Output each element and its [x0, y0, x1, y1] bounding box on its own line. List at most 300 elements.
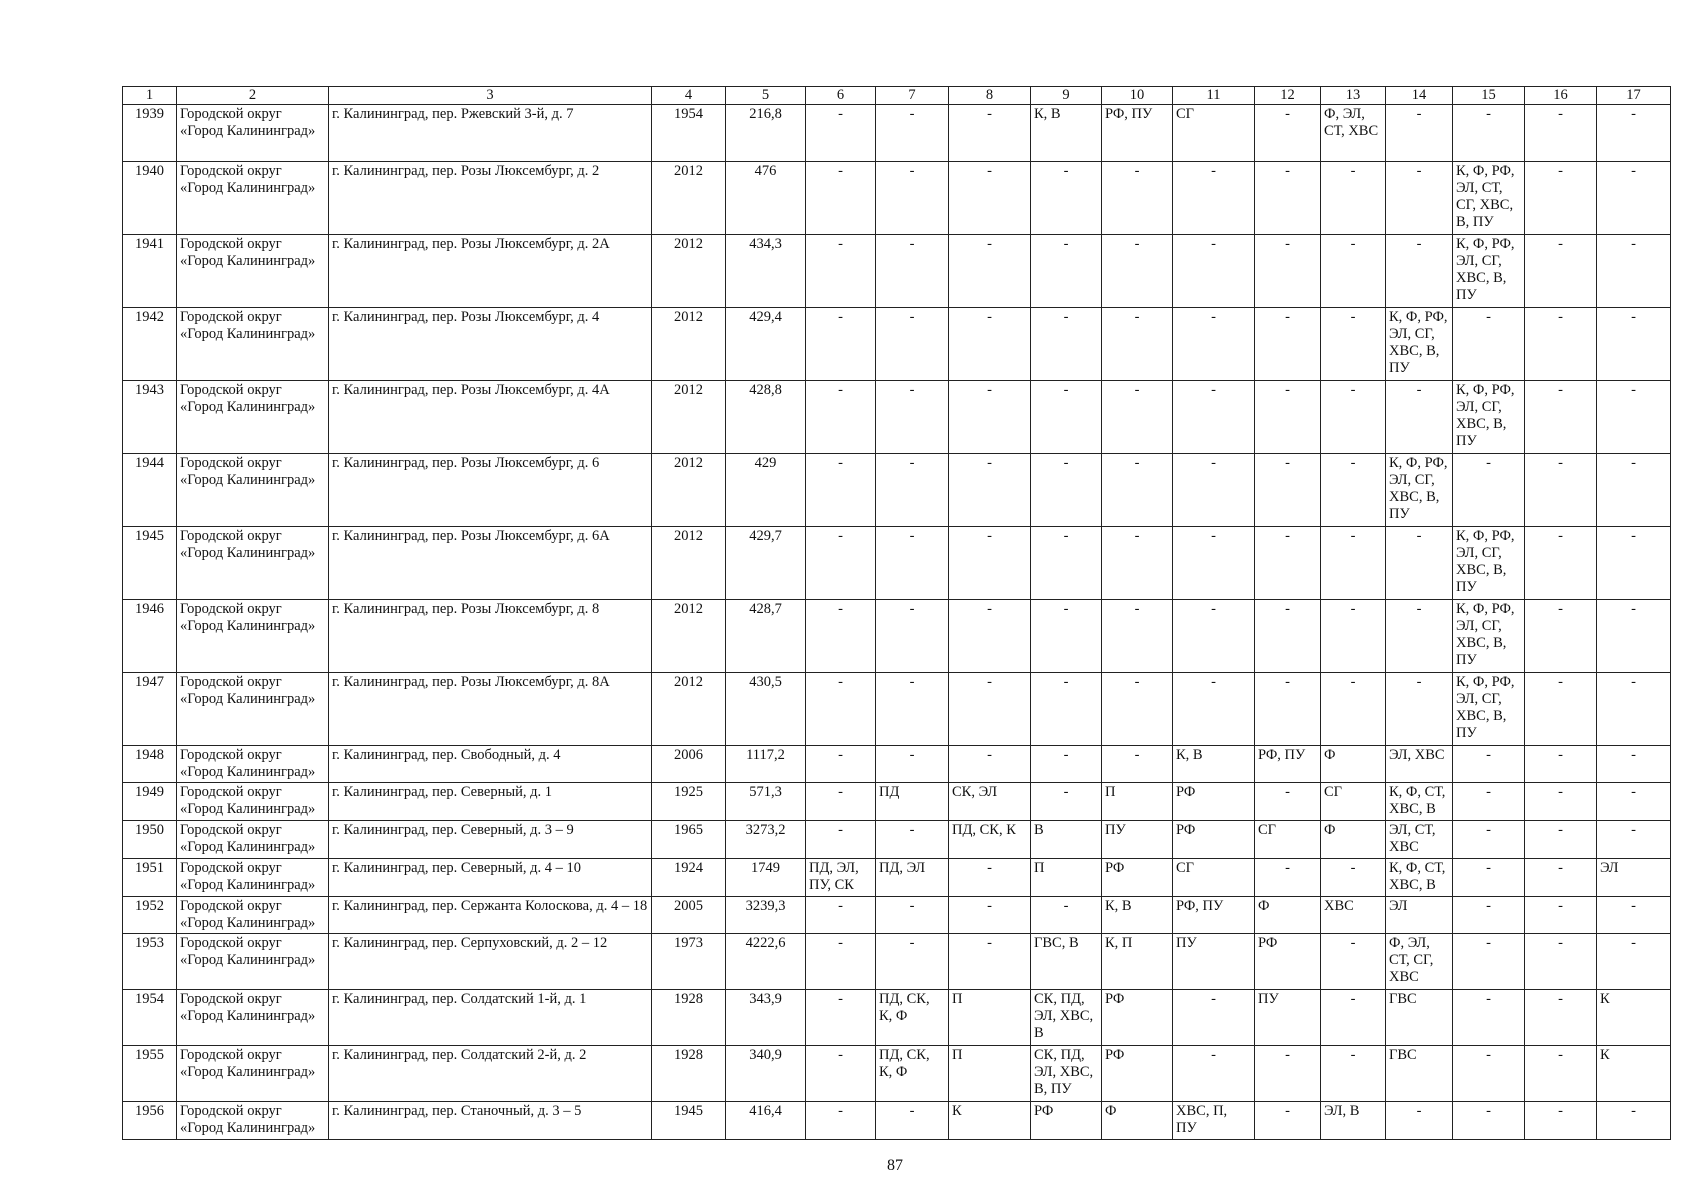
header-row — [123, 87, 1671, 105]
cell-col-11: ПУ — [1173, 934, 1255, 990]
cell-col-3: г. Калининград, пер. Розы Люксембург, д. 2А — [329, 235, 652, 308]
cell-col-10: - — [1102, 600, 1173, 673]
cell-col-16: - — [1525, 990, 1597, 1046]
cell-col-2: Городской округ «Город Калининград» — [177, 1102, 329, 1140]
cell-col-8: ПД, СК, К — [949, 821, 1031, 859]
cell-col-10: РФ — [1102, 990, 1173, 1046]
cell-col-1: 1947 — [123, 673, 177, 746]
cell-col-1: 1953 — [123, 934, 177, 990]
cell-col-6: - — [806, 783, 876, 821]
cell-col-17: - — [1597, 381, 1671, 454]
cell-col-7: - — [876, 527, 949, 600]
cell-col-9: П — [1031, 859, 1102, 897]
cell-col-13: СГ — [1321, 783, 1386, 821]
cell-col-3: г. Калининград, пер. Розы Люксембург, д. 2 — [329, 162, 652, 235]
cell-col-4: 2012 — [652, 600, 726, 673]
cell-col-9: К, В — [1031, 105, 1102, 162]
cell-col-17: - — [1597, 821, 1671, 859]
cell-col-3: г. Калининград, пер. Станочный, д. 3 – 5 — [329, 1102, 652, 1140]
table-row — [123, 527, 1671, 600]
table-row — [123, 673, 1671, 746]
cell-col-1: 1940 — [123, 162, 177, 235]
cell-col-11: - — [1173, 673, 1255, 746]
cell-col-15: К, Ф, РФ, ЭЛ, СГ, ХВС, В, ПУ — [1453, 235, 1525, 308]
cell-col-3: г. Калининград, пер. Северный, д. 3 – 9 — [329, 821, 652, 859]
cell-col-7: - — [876, 454, 949, 527]
cell-col-2: Городской округ «Город Калининград» — [177, 990, 329, 1046]
cell-col-5: 429,7 — [726, 527, 806, 600]
cell-col-14: ЭЛ, ХВС — [1386, 746, 1453, 783]
cell-col-12: - — [1255, 673, 1321, 746]
cell-col-3: г. Калининград, пер. Свободный, д. 4 — [329, 746, 652, 783]
column-header-10: 10 — [1102, 87, 1173, 105]
column-header-14: 14 — [1386, 87, 1453, 105]
cell-col-4: 1945 — [652, 1102, 726, 1140]
cell-col-10: РФ — [1102, 1046, 1173, 1102]
cell-col-7: - — [876, 105, 949, 162]
cell-col-2: Городской округ «Город Калининград» — [177, 235, 329, 308]
cell-col-14: К, Ф, СТ, ХВС, В — [1386, 859, 1453, 897]
cell-col-2: Городской округ «Город Калининград» — [177, 746, 329, 783]
cell-col-6: - — [806, 673, 876, 746]
cell-col-3: г. Калининград, пер. Розы Люксембург, д. 6 — [329, 454, 652, 527]
cell-col-8: - — [949, 897, 1031, 934]
column-header-16: 16 — [1525, 87, 1597, 105]
cell-col-10: Ф — [1102, 1102, 1173, 1140]
cell-col-7: ПД, ЭЛ — [876, 859, 949, 897]
column-header-13: 13 — [1321, 87, 1386, 105]
cell-col-17: - — [1597, 527, 1671, 600]
cell-col-10: - — [1102, 235, 1173, 308]
cell-col-5: 3239,3 — [726, 897, 806, 934]
cell-col-3: г. Калининград, пер. Солдатский 2-й, д. 2 — [329, 1046, 652, 1102]
cell-col-1: 1950 — [123, 821, 177, 859]
cell-col-13: - — [1321, 235, 1386, 308]
cell-col-14: - — [1386, 527, 1453, 600]
column-header-5: 5 — [726, 87, 806, 105]
cell-col-10: - — [1102, 381, 1173, 454]
cell-col-7: - — [876, 821, 949, 859]
cell-col-7: ПД, СК, К, Ф — [876, 990, 949, 1046]
cell-col-7: ПД — [876, 783, 949, 821]
cell-col-1: 1945 — [123, 527, 177, 600]
cell-col-12: СГ — [1255, 821, 1321, 859]
cell-col-1: 1946 — [123, 600, 177, 673]
column-header-3: 3 — [329, 87, 652, 105]
cell-col-11: - — [1173, 454, 1255, 527]
cell-col-17: - — [1597, 600, 1671, 673]
cell-col-2: Городской округ «Город Калининград» — [177, 897, 329, 934]
cell-col-16: - — [1525, 235, 1597, 308]
cell-col-7: - — [876, 746, 949, 783]
cell-col-15: К, Ф, РФ, ЭЛ, СГ, ХВС, В, ПУ — [1453, 527, 1525, 600]
cell-col-3: г. Калининград, пер. Солдатский 1-й, д. 1 — [329, 990, 652, 1046]
cell-col-5: 434,3 — [726, 235, 806, 308]
cell-col-6: - — [806, 454, 876, 527]
cell-col-2: Городской округ «Город Калининград» — [177, 821, 329, 859]
cell-col-2: Городской округ «Город Калининград» — [177, 859, 329, 897]
cell-col-13: ХВС — [1321, 897, 1386, 934]
cell-col-15: - — [1453, 308, 1525, 381]
cell-col-16: - — [1525, 859, 1597, 897]
cell-col-14: ЭЛ — [1386, 897, 1453, 934]
cell-col-10: - — [1102, 746, 1173, 783]
cell-col-12: - — [1255, 859, 1321, 897]
cell-col-3: г. Калининград, пер. Сержанта Колоскова, д. 4 – 18 — [329, 897, 652, 934]
cell-col-8: - — [949, 746, 1031, 783]
cell-col-15: - — [1453, 934, 1525, 990]
cell-col-4: 2012 — [652, 308, 726, 381]
cell-col-13: Ф, ЭЛ, СТ, ХВС — [1321, 105, 1386, 162]
cell-col-16: - — [1525, 1046, 1597, 1102]
cell-col-10: П — [1102, 783, 1173, 821]
cell-col-4: 1928 — [652, 1046, 726, 1102]
cell-col-7: - — [876, 600, 949, 673]
cell-col-13: - — [1321, 454, 1386, 527]
cell-col-13: - — [1321, 859, 1386, 897]
cell-col-5: 429,4 — [726, 308, 806, 381]
cell-col-12: - — [1255, 454, 1321, 527]
cell-col-11: - — [1173, 990, 1255, 1046]
cell-col-9: - — [1031, 746, 1102, 783]
cell-col-4: 1954 — [652, 105, 726, 162]
cell-col-11: СГ — [1173, 105, 1255, 162]
cell-col-5: 216,8 — [726, 105, 806, 162]
cell-col-6: - — [806, 934, 876, 990]
cell-col-10: - — [1102, 527, 1173, 600]
cell-col-9: - — [1031, 308, 1102, 381]
cell-col-1: 1951 — [123, 859, 177, 897]
cell-col-5: 430,5 — [726, 673, 806, 746]
cell-col-5: 476 — [726, 162, 806, 235]
cell-col-10: РФ, ПУ — [1102, 105, 1173, 162]
cell-col-15: - — [1453, 859, 1525, 897]
cell-col-15: - — [1453, 783, 1525, 821]
cell-col-3: г. Калининград, пер. Северный, д. 1 — [329, 783, 652, 821]
cell-col-15: - — [1453, 1046, 1525, 1102]
cell-col-16: - — [1525, 1102, 1597, 1140]
cell-col-8: - — [949, 381, 1031, 454]
cell-col-4: 2006 — [652, 746, 726, 783]
cell-col-5: 1749 — [726, 859, 806, 897]
cell-col-15: К, Ф, РФ, ЭЛ, СГ, ХВС, В, ПУ — [1453, 673, 1525, 746]
cell-col-10: ПУ — [1102, 821, 1173, 859]
cell-col-17: - — [1597, 897, 1671, 934]
cell-col-5: 1117,2 — [726, 746, 806, 783]
cell-col-9: - — [1031, 897, 1102, 934]
cell-col-4: 2012 — [652, 454, 726, 527]
cell-col-7: - — [876, 897, 949, 934]
cell-col-1: 1941 — [123, 235, 177, 308]
cell-col-17: - — [1597, 783, 1671, 821]
table-row — [123, 454, 1671, 527]
cell-col-4: 2012 — [652, 381, 726, 454]
cell-col-11: - — [1173, 1046, 1255, 1102]
cell-col-6: - — [806, 381, 876, 454]
cell-col-9: - — [1031, 673, 1102, 746]
cell-col-14: ЭЛ, СТ, ХВС — [1386, 821, 1453, 859]
cell-col-4: 1973 — [652, 934, 726, 990]
cell-col-8: - — [949, 859, 1031, 897]
cell-col-14: - — [1386, 600, 1453, 673]
cell-col-11: К, В — [1173, 746, 1255, 783]
cell-col-8: П — [949, 990, 1031, 1046]
cell-col-17: - — [1597, 308, 1671, 381]
cell-col-12: - — [1255, 1046, 1321, 1102]
cell-col-11: РФ — [1173, 783, 1255, 821]
cell-col-6: - — [806, 600, 876, 673]
cell-col-15: - — [1453, 897, 1525, 934]
table-body — [123, 105, 1671, 1140]
cell-col-9: - — [1031, 527, 1102, 600]
column-header-9: 9 — [1031, 87, 1102, 105]
cell-col-7: - — [876, 381, 949, 454]
column-header-7: 7 — [876, 87, 949, 105]
cell-col-1: 1952 — [123, 897, 177, 934]
cell-col-9: РФ — [1031, 1102, 1102, 1140]
cell-col-10: - — [1102, 308, 1173, 381]
cell-col-13: - — [1321, 934, 1386, 990]
cell-col-3: г. Калининград, пер. Розы Люксембург, д. 4 — [329, 308, 652, 381]
cell-col-6: - — [806, 1102, 876, 1140]
cell-col-13: - — [1321, 162, 1386, 235]
table-row — [123, 381, 1671, 454]
cell-col-16: - — [1525, 527, 1597, 600]
cell-col-4: 2012 — [652, 235, 726, 308]
cell-col-17: - — [1597, 934, 1671, 990]
cell-col-8: П — [949, 1046, 1031, 1102]
cell-col-12: - — [1255, 162, 1321, 235]
cell-col-15: - — [1453, 746, 1525, 783]
table-row — [123, 859, 1671, 897]
cell-col-13: Ф — [1321, 746, 1386, 783]
cell-col-8: - — [949, 308, 1031, 381]
cell-col-9: - — [1031, 162, 1102, 235]
cell-col-11: РФ, ПУ — [1173, 897, 1255, 934]
column-header-17: 17 — [1597, 87, 1671, 105]
cell-col-13: - — [1321, 308, 1386, 381]
cell-col-9: - — [1031, 600, 1102, 673]
column-header-15: 15 — [1453, 87, 1525, 105]
cell-col-15: К, Ф, РФ, ЭЛ, СТ, СГ, ХВС, В, ПУ — [1453, 162, 1525, 235]
cell-col-6: - — [806, 990, 876, 1046]
cell-col-12: РФ — [1255, 934, 1321, 990]
cell-col-6: - — [806, 897, 876, 934]
cell-col-17: К — [1597, 1046, 1671, 1102]
cell-col-8: - — [949, 934, 1031, 990]
cell-col-16: - — [1525, 105, 1597, 162]
cell-col-6: - — [806, 162, 876, 235]
table-row — [123, 746, 1671, 783]
cell-col-11: - — [1173, 527, 1255, 600]
cell-col-16: - — [1525, 381, 1597, 454]
cell-col-12: ПУ — [1255, 990, 1321, 1046]
cell-col-16: - — [1525, 600, 1597, 673]
cell-col-9: ГВС, В — [1031, 934, 1102, 990]
cell-col-1: 1954 — [123, 990, 177, 1046]
table-row — [123, 990, 1671, 1046]
cell-col-14: - — [1386, 673, 1453, 746]
cell-col-6: - — [806, 821, 876, 859]
cell-col-1: 1942 — [123, 308, 177, 381]
cell-col-4: 2012 — [652, 162, 726, 235]
cell-col-8: - — [949, 673, 1031, 746]
cell-col-4: 2012 — [652, 673, 726, 746]
cell-col-14: К, Ф, РФ, ЭЛ, СГ, ХВС, В, ПУ — [1386, 308, 1453, 381]
cell-col-17: - — [1597, 673, 1671, 746]
cell-col-16: - — [1525, 162, 1597, 235]
cell-col-14: К, Ф, РФ, ЭЛ, СГ, ХВС, В, ПУ — [1386, 454, 1453, 527]
cell-col-2: Городской округ «Город Калининград» — [177, 673, 329, 746]
cell-col-4: 1928 — [652, 990, 726, 1046]
cell-col-11: РФ — [1173, 821, 1255, 859]
cell-col-2: Городской округ «Город Калининград» — [177, 934, 329, 990]
cell-col-5: 429 — [726, 454, 806, 527]
cell-col-15: - — [1453, 990, 1525, 1046]
cell-col-10: К, В — [1102, 897, 1173, 934]
cell-col-3: г. Калининград, пер. Розы Люксембург, д. 6А — [329, 527, 652, 600]
cell-col-7: - — [876, 308, 949, 381]
cell-col-1: 1955 — [123, 1046, 177, 1102]
cell-col-10: К, П — [1102, 934, 1173, 990]
column-header-11: 11 — [1173, 87, 1255, 105]
cell-col-1: 1949 — [123, 783, 177, 821]
cell-col-7: - — [876, 162, 949, 235]
cell-col-12: Ф — [1255, 897, 1321, 934]
cell-col-5: 3273,2 — [726, 821, 806, 859]
cell-col-6: ПД, ЭЛ, ПУ, СК — [806, 859, 876, 897]
cell-col-1: 1943 — [123, 381, 177, 454]
cell-col-17: - — [1597, 162, 1671, 235]
cell-col-8: - — [949, 235, 1031, 308]
cell-col-1: 1944 — [123, 454, 177, 527]
cell-col-2: Городской округ «Город Калининград» — [177, 1046, 329, 1102]
table-row — [123, 1102, 1671, 1140]
cell-col-8: - — [949, 105, 1031, 162]
cell-col-13: - — [1321, 1046, 1386, 1102]
column-header-12: 12 — [1255, 87, 1321, 105]
cell-col-10: - — [1102, 673, 1173, 746]
cell-col-11: СГ — [1173, 859, 1255, 897]
cell-col-10: - — [1102, 454, 1173, 527]
cell-col-6: - — [806, 105, 876, 162]
cell-col-6: - — [806, 235, 876, 308]
cell-col-16: - — [1525, 934, 1597, 990]
cell-col-17: ЭЛ — [1597, 859, 1671, 897]
table-row — [123, 897, 1671, 934]
table-row — [123, 600, 1671, 673]
column-header-1: 1 — [123, 87, 177, 105]
cell-col-11: - — [1173, 162, 1255, 235]
cell-col-14: ГВС — [1386, 1046, 1453, 1102]
cell-col-7: - — [876, 673, 949, 746]
column-header-2: 2 — [177, 87, 329, 105]
cell-col-3: г. Калининград, пер. Северный, д. 4 – 10 — [329, 859, 652, 897]
cell-col-5: 428,8 — [726, 381, 806, 454]
cell-col-15: К, Ф, РФ, ЭЛ, СГ, ХВС, В, ПУ — [1453, 600, 1525, 673]
cell-col-12: - — [1255, 381, 1321, 454]
cell-col-2: Городской округ «Город Калининград» — [177, 527, 329, 600]
cell-col-9: СК, ПД, ЭЛ, ХВС, В — [1031, 990, 1102, 1046]
cell-col-17: - — [1597, 1102, 1671, 1140]
cell-col-9: СК, ПД, ЭЛ, ХВС, В, ПУ — [1031, 1046, 1102, 1102]
column-header-6: 6 — [806, 87, 876, 105]
cell-col-12: - — [1255, 1102, 1321, 1140]
table-row — [123, 821, 1671, 859]
cell-col-16: - — [1525, 783, 1597, 821]
cell-col-9: - — [1031, 381, 1102, 454]
cell-col-8: - — [949, 527, 1031, 600]
column-header-4: 4 — [652, 87, 726, 105]
cell-col-13: - — [1321, 527, 1386, 600]
cell-col-12: - — [1255, 600, 1321, 673]
cell-col-2: Городской округ «Город Калининград» — [177, 381, 329, 454]
cell-col-15: - — [1453, 105, 1525, 162]
cell-col-12: - — [1255, 235, 1321, 308]
cell-col-8: - — [949, 600, 1031, 673]
cell-col-11: - — [1173, 381, 1255, 454]
cell-col-17: - — [1597, 746, 1671, 783]
cell-col-16: - — [1525, 308, 1597, 381]
cell-col-9: - — [1031, 454, 1102, 527]
cell-col-2: Городской округ «Город Калининград» — [177, 783, 329, 821]
cell-col-5: 428,7 — [726, 600, 806, 673]
cell-col-1: 1939 — [123, 105, 177, 162]
cell-col-14: - — [1386, 1102, 1453, 1140]
cell-col-3: г. Калининград, пер. Розы Люксембург, д. 8А — [329, 673, 652, 746]
cell-col-12: - — [1255, 308, 1321, 381]
cell-col-6: - — [806, 527, 876, 600]
cell-col-4: 2005 — [652, 897, 726, 934]
cell-col-12: РФ, ПУ — [1255, 746, 1321, 783]
cell-col-16: - — [1525, 821, 1597, 859]
table-row — [123, 783, 1671, 821]
cell-col-2: Городской округ «Город Калининград» — [177, 308, 329, 381]
table-row — [123, 235, 1671, 308]
cell-col-7: - — [876, 235, 949, 308]
cell-col-13: - — [1321, 673, 1386, 746]
cell-col-8: СК, ЭЛ — [949, 783, 1031, 821]
cell-col-12: - — [1255, 105, 1321, 162]
cell-col-6: - — [806, 1046, 876, 1102]
cell-col-1: 1948 — [123, 746, 177, 783]
cell-col-15: К, Ф, РФ, ЭЛ, СГ, ХВС, В, ПУ — [1453, 381, 1525, 454]
cell-col-6: - — [806, 308, 876, 381]
cell-col-16: - — [1525, 897, 1597, 934]
cell-col-9: - — [1031, 783, 1102, 821]
cell-col-16: - — [1525, 454, 1597, 527]
cell-col-15: - — [1453, 821, 1525, 859]
column-header-8: 8 — [949, 87, 1031, 105]
cell-col-1: 1956 — [123, 1102, 177, 1140]
cell-col-10: РФ — [1102, 859, 1173, 897]
cell-col-8: - — [949, 162, 1031, 235]
cell-col-3: г. Калининград, пер. Розы Люксембург, д. 4А — [329, 381, 652, 454]
cell-col-17: - — [1597, 235, 1671, 308]
cell-col-5: 4222,6 — [726, 934, 806, 990]
cell-col-11: - — [1173, 235, 1255, 308]
cell-col-11: - — [1173, 308, 1255, 381]
cell-col-13: - — [1321, 381, 1386, 454]
cell-col-5: 343,9 — [726, 990, 806, 1046]
cell-col-2: Городской округ «Город Калининград» — [177, 105, 329, 162]
register-table — [122, 86, 1671, 1140]
cell-col-13: Ф — [1321, 821, 1386, 859]
cell-col-14: - — [1386, 105, 1453, 162]
cell-col-2: Городской округ «Город Калининград» — [177, 454, 329, 527]
cell-col-9: В — [1031, 821, 1102, 859]
cell-col-3: г. Калининград, пер. Ржевский 3-й, д. 7 — [329, 105, 652, 162]
